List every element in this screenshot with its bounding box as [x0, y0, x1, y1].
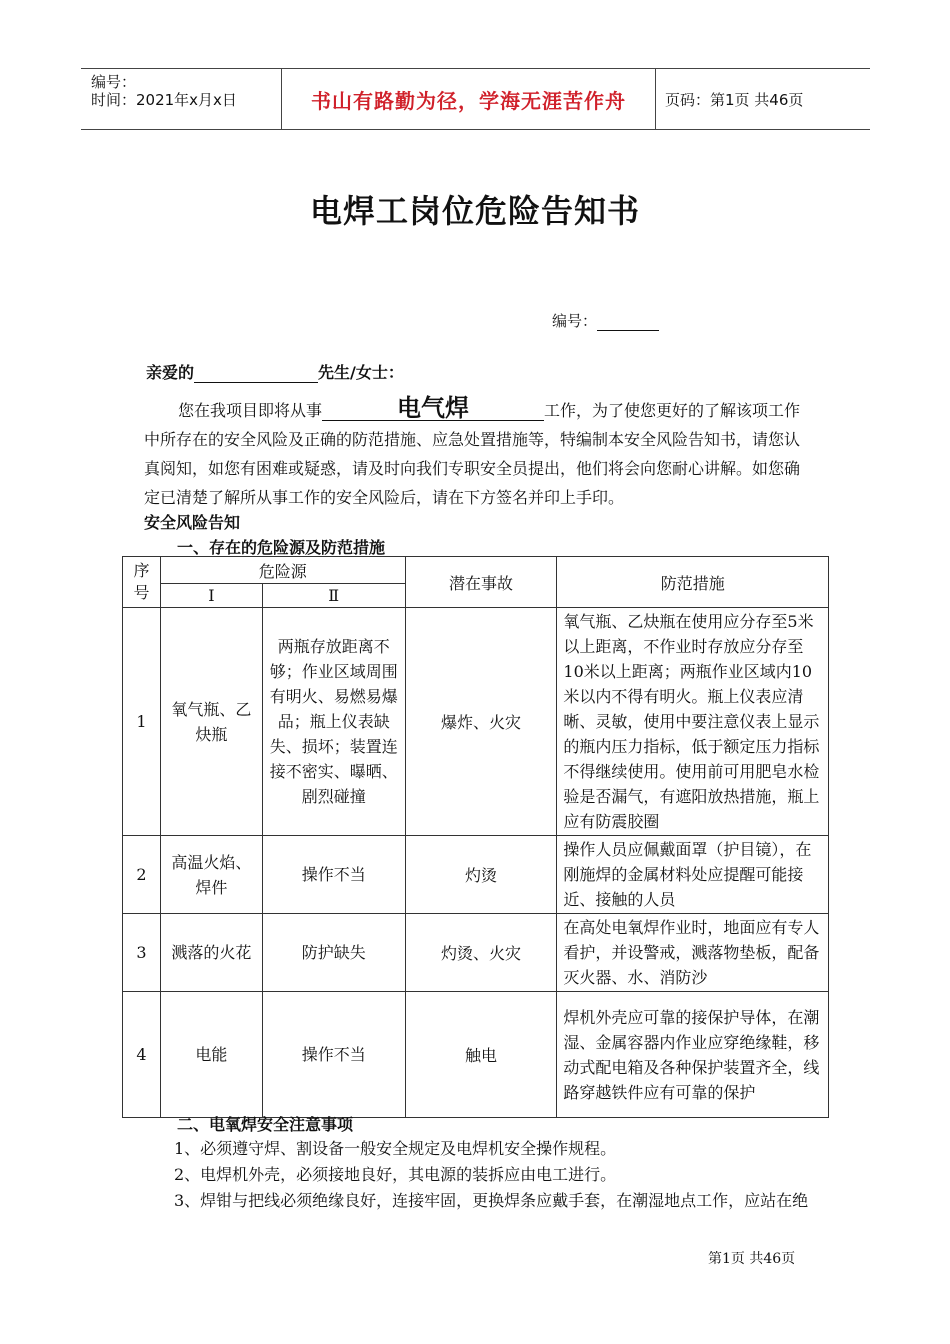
header-accident: 潜在事故 [405, 557, 557, 608]
row-hazard-2: 操作不当 [262, 836, 405, 914]
header-page-number: 页码：第1页 共46页 [665, 90, 804, 109]
header-motto-cell [281, 69, 656, 129]
header-motto: 书山有路勤为径，学海无涯苦作舟 [311, 88, 626, 113]
section1-title: 一、存在的危险源及防范措施 [177, 538, 386, 557]
row-measures: 氧气瓶、乙炔瓶在使用应分存至5米以上距离，不作业时存放应分存至10米以上距离；两瓶作业区域内10米以内不得有明火。瓶上仪表应清晰、灵敏，使用中要注意仪表上显示的瓶内压力指标，低于额定压力指标不得继续使用。使用前可用肥皂水检验是否漏气，有遮阳放热措施，瓶上应有防震胶圈 [557, 608, 829, 836]
document-title: 电焊工岗位危险告知书 [309, 192, 640, 230]
row-hazard-1: 电能 [160, 992, 262, 1118]
rule-item: 1、必须遵守焊、割设备一般安全规定及电焊机安全操作规程。 [174, 1139, 617, 1158]
row-seq: 3 [123, 914, 161, 992]
table-header-row [123, 557, 829, 584]
doc-number-label: 编号： [552, 312, 598, 330]
header-date: 时间：2021年x月x日 [91, 91, 237, 109]
row-accident: 灼烫 [405, 836, 557, 914]
row-hazard-1: 氧气瓶、乙炔瓶 [160, 608, 262, 836]
row-measures: 操作人员应佩戴面罩（护目镜），在刚施焊的金属材料处应提醒可能接近、接触的人员 [557, 836, 829, 914]
row-hazard-2: 防护缺失 [262, 914, 405, 992]
header-number: 编号： [91, 73, 137, 91]
doc-number-blank[interactable] [597, 314, 659, 331]
page-footer: 第1页 共46页 [708, 1251, 796, 1267]
row-accident: 灼烫、火灾 [405, 914, 557, 992]
header-seq: 序号 [123, 557, 161, 608]
header-hazard-1: Ⅰ [160, 584, 262, 608]
intro-before: 您在我项目即将从事 [178, 401, 323, 420]
table-row [123, 992, 829, 1118]
row-seq: 4 [123, 992, 161, 1118]
row-accident: 触电 [405, 992, 557, 1118]
hazard-table [122, 556, 829, 1118]
header-meta [81, 69, 281, 129]
risk-heading: 安全风险告知 [144, 513, 241, 532]
greeting-prefix: 亲爱的 [146, 363, 195, 382]
greeting [146, 360, 404, 383]
row-hazard-2: 操作不当 [262, 992, 405, 1118]
header-page-cell [655, 69, 870, 129]
page-header [81, 68, 870, 130]
row-hazard-1: 高温火焰、焊件 [160, 836, 262, 914]
row-seq: 2 [123, 836, 161, 914]
table-row [123, 836, 829, 914]
header-measures: 防范措施 [557, 557, 829, 608]
job-field[interactable]: 电气焊 [322, 396, 544, 421]
row-hazard-2: 两瓶存放距离不够；作业区域周围有明火、易燃易爆品；瓶上仪表缺失、损坏；装置连接不密实、曝晒、剧烈碰撞 [262, 608, 405, 836]
name-blank[interactable] [194, 366, 318, 383]
row-measures: 焊机外壳应可靠的接保护导体，在潮湿、金属容器内作业应穿绝缘鞋，移动式配电箱及各种保护装置齐全，线路穿越铁件应有可靠的保护 [557, 992, 829, 1118]
row-accident: 爆炸、火灾 [405, 608, 557, 836]
rule-item: 3、焊钳与把线必须绝缘良好，连接牢固，更换焊条应戴手套，在潮湿地点工作，应站在绝 [174, 1191, 809, 1210]
header-hazard-2: Ⅱ [262, 584, 405, 608]
row-seq: 1 [123, 608, 161, 836]
doc-number [552, 310, 659, 331]
header-hazard: 危险源 [160, 557, 405, 584]
rule-item: 2、电焊机外壳，必须接地良好，其电源的装拆应由电工进行。 [174, 1165, 617, 1184]
table-row [123, 608, 829, 836]
intro-after: 工作，为了使您更好的了解该项工作中所存在的安全风险及正确的防范措施、应急处置措施等，特编制本安全风险告知书，请您认真阅知，如您有困难或疑惑，请及时向我们专职安全员提出，他们将会向您耐心讲解。如您确定已清楚了解所从事工作的安全风险后，请在下方签名并印上手印。 [144, 401, 801, 507]
intro-paragraph [144, 396, 812, 512]
section2-title: 二、电氧焊安全注意事项 [177, 1115, 354, 1134]
row-hazard-1: 溅落的火花 [160, 914, 262, 992]
table-row [123, 914, 829, 992]
greeting-suffix: 先生/女士： [318, 363, 404, 382]
row-measures: 在高处电氧焊作业时，地面应有专人看护，并设警戒，溅落物垫板，配备灭火器、水、消防沙 [557, 914, 829, 992]
